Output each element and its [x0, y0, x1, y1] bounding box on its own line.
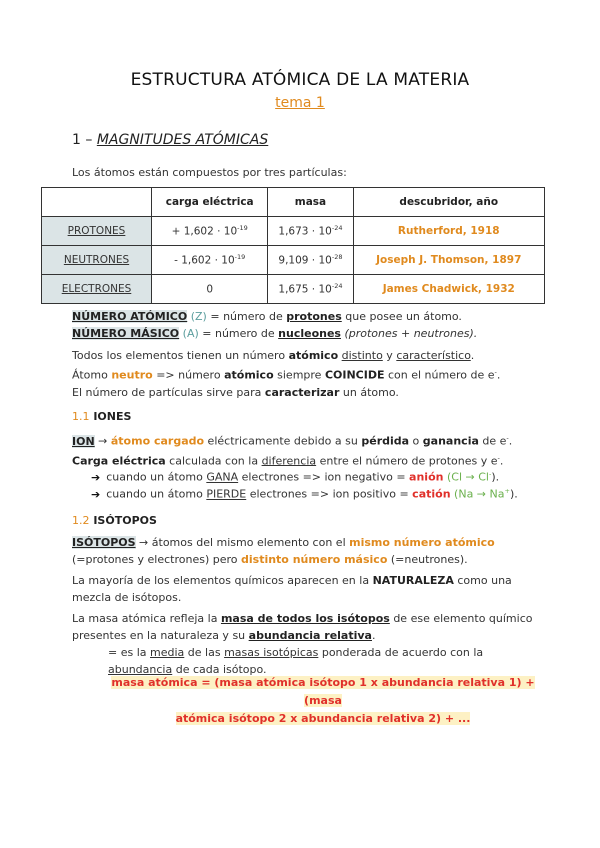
cell-mass: $1,675 \cdot 10^{-24}$	[268, 275, 353, 304]
cell-mass: $1,673 \cdot 10^{-24}$	[268, 217, 353, 246]
cell-mass: $9,109 \cdot 10^{-28}$	[268, 246, 353, 275]
arrow-right-icon: ➔	[91, 470, 101, 484]
page-title: ESTRUCTURA ATÓMICA DE LA MATERIA	[130, 70, 470, 90]
ion-definition-line: ION → átomo cargado eléctricamente debido a su pérdida o ganancia de e-.	[72, 434, 513, 448]
table-header-row	[42, 188, 545, 217]
elements-line: Todos los elementos tienen un número atómico distinto y característico.	[72, 349, 475, 362]
isotopes-heading: 1.2 ISÓTOPOS	[72, 514, 157, 527]
row-name: PROTONES	[42, 217, 152, 246]
table-header-charge: carga eléctrica	[152, 188, 268, 217]
cell-charge: 0	[152, 275, 268, 304]
table-header-mass: masa	[268, 188, 353, 217]
section-intro: Los átomos están compuestos por tres partículas:	[72, 166, 347, 179]
isotope-definition-line-2: (=protones y electrones) pero distinto número másico (=neutrones).	[72, 553, 468, 566]
cell-discoverer: James Chadwick, 1932	[353, 275, 544, 304]
atomic-mass-line: La masa atómica refleja la masa de todos los isótopos de ese elemento químico	[72, 612, 533, 625]
section-heading	[72, 132, 268, 148]
table-header-empty	[42, 188, 152, 217]
definitions-block	[72, 308, 552, 401]
nature-line: La mayoría de los elementos químicos aparecen en la NATURALEZA como una	[72, 574, 512, 587]
cation-bullet: ➔ cuando un átomo PIERDE electrones => ion positivo = catión (Na → Na+).	[91, 487, 518, 501]
table-row	[42, 246, 545, 275]
particles-line: El número de partículas sirve para caracterizar un átomo.	[72, 385, 399, 399]
atomic-mass-formula: masa atómica = (masa atómica isótopo 1 x abundancia relativa 1) + (masa atómica isótopo 2 x abundancia relativa 2) + ...	[111, 676, 535, 725]
ions-block	[72, 430, 552, 469]
charge-line: Carga eléctrica calculada con la diferencia entre el número de protones y e-.	[72, 453, 504, 468]
atomic-mass-line-2: presentes en la naturaleza y su abundancia relativa.	[72, 629, 376, 642]
cell-charge: - $1,602 \cdot 10^{-19}$	[152, 246, 268, 275]
weighted-mean-line-2: abundancia de cada isótopo.	[108, 663, 267, 676]
table-header-discoverer: descubridor, año	[353, 188, 544, 217]
row-name: ELECTRONES	[42, 275, 152, 304]
table-row	[42, 217, 545, 246]
nature-line-2: mezcla de isótopos.	[72, 591, 182, 604]
particles-table	[41, 187, 545, 304]
weighted-mean-line: = es la media de las masas isotópicas ponderada de acuerdo con la	[108, 646, 484, 659]
cell-discoverer: Rutherford, 1918	[353, 217, 544, 246]
cell-charge: + $1,602 \cdot 10^{-19}$	[152, 217, 268, 246]
ions-heading: 1.1 IONES	[72, 410, 132, 423]
neutral-atom-line: Átomo neutro => número atómico siempre COINCIDE con el número de e-.	[72, 368, 501, 382]
page-subtitle: tema 1	[275, 95, 325, 111]
table-row	[42, 275, 545, 304]
anion-bullet: ➔ cuando un átomo GANA electrones => ion negativo = anión (Cl → Cl-).	[91, 470, 500, 484]
isotopes-block	[72, 534, 552, 678]
section-title: MAGNITUDES ATÓMICAS	[96, 132, 269, 148]
section-number: 1 –	[72, 132, 93, 148]
arrow-right-icon: ➔	[91, 487, 101, 501]
row-name: NEUTRONES	[42, 246, 152, 275]
cell-discoverer: Joseph J. Thomson, 1897	[353, 246, 544, 275]
isotope-definition-line: ISÓTOPOS → átomos del mismo elemento con el mismo número atómico	[72, 536, 495, 549]
mass-number-line: NÚMERO MÁSICO (A) = número de nucleones (protones + neutrones).	[72, 327, 478, 340]
atomic-number-line: NÚMERO ATÓMICO (Z) = número de protones que posee un átomo.	[72, 310, 462, 323]
